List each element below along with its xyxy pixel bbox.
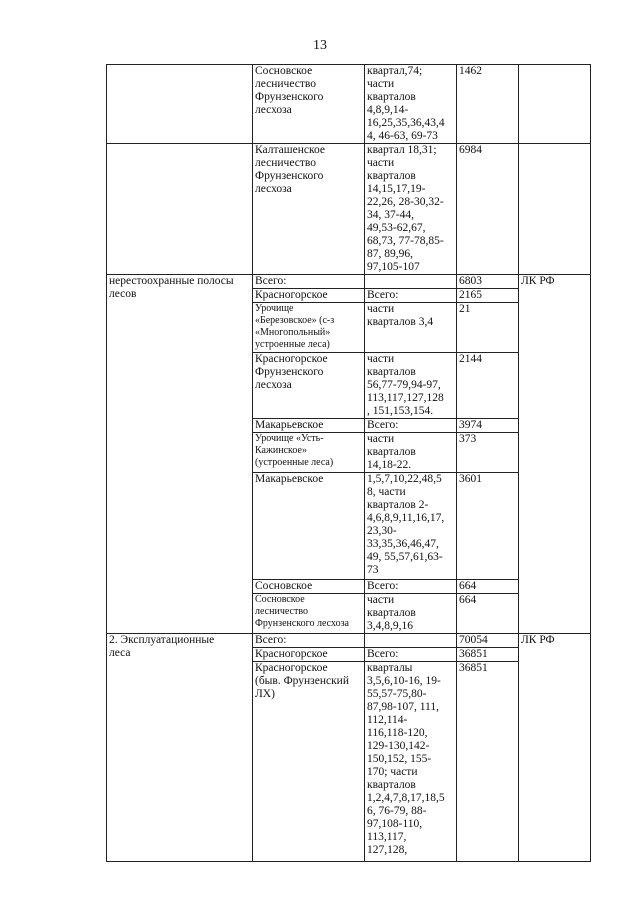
cell-area: 6984	[457, 144, 519, 275]
cell-quarters: части кварталов 14,18-22.	[365, 433, 457, 473]
cell-forestry: Красногорское	[253, 648, 365, 662]
cell-quarters: квартал 18,31; части кварталов 14,15,17,19- 22,26, 28-30,32- 34, 37-44, 49,53-62,67, 68,73, 77-78,85- 87, 89,96, 97,105-107	[365, 144, 457, 275]
cell-quarters: 1,5,7,10,22,48,5 8, части кварталов 2- 4,6,8,9,11,16,17, 23,30- 33,35,36,46,47, 49, 55,57,61,63- 73	[365, 473, 457, 580]
cell-quarters: кварталы 3,5,6,10-16, 19- 55,57-75,80- 87,98-107, 111, 112,114- 116,118-120, 129-130,142- 150,152, 155- 170; части кварталов 1,2,4,7,8,17,18,5 6, 76-79, 88- 97,108-110, 113,117, 127,128,	[365, 662, 457, 862]
cell-quarters: квартал,74; части кварталов 4,8,9,14- 16,25,35,36,43,4 4, 46-63, 69-73	[365, 65, 457, 144]
cell-quarters: части кварталов 56,77-79,94-97, 113,117,127,128 , 151,153,154.	[365, 353, 457, 419]
table-row	[107, 65, 591, 144]
cell-area: 6803	[457, 275, 519, 289]
cell-forestry: Красногорское	[253, 289, 365, 303]
cell-quarters	[365, 634, 457, 648]
cell-area: 3601	[457, 473, 519, 580]
cell-forestry: Всего:	[253, 634, 365, 648]
cell-forestry: Макарьевское	[253, 419, 365, 433]
cell-forestry: Макарьевское	[253, 473, 365, 580]
cell-basis	[519, 144, 591, 275]
cell-area: 664	[457, 580, 519, 594]
cell-forestry: Красногорское Фрунзенского лесхоза	[253, 353, 365, 419]
cell-category: 2. Эксплуатационные леса	[107, 634, 253, 862]
cell-forestry: Урочище «Усть- Кажинское» (устроенные леса)	[253, 433, 365, 473]
cell-forestry: Сосновское	[253, 580, 365, 594]
cell-quarters: Всего:	[365, 419, 457, 433]
cell-quarters: части кварталов 3,4	[365, 303, 457, 353]
cell-category	[107, 144, 253, 275]
cell-area: 373	[457, 433, 519, 473]
cell-basis	[519, 65, 591, 144]
cell-forestry: Сосновское лесничество Фрунзенского лесхоза	[253, 594, 365, 634]
cell-forestry: Красногорское (быв. Фрунзенский ЛХ)	[253, 662, 365, 862]
cell-forestry: Сосновское лесничество Фрунзенского лесхоза	[253, 65, 365, 144]
cell-area: 1462	[457, 65, 519, 144]
cell-forestry: Урочище «Березовское» (с-з «Многопольный» устроенные леса)	[253, 303, 365, 353]
cell-basis: ЛК РФ	[519, 275, 591, 634]
cell-area: 36851	[457, 648, 519, 662]
cell-area: 70054	[457, 634, 519, 648]
cell-quarters: Всего:	[365, 580, 457, 594]
cell-area: 36851	[457, 662, 519, 862]
table-row	[107, 144, 591, 275]
table-row	[107, 634, 591, 648]
cell-forestry: Всего:	[253, 275, 365, 289]
cell-area: 664	[457, 594, 519, 634]
cell-area: 3974	[457, 419, 519, 433]
cell-basis: ЛК РФ	[519, 634, 591, 862]
cell-area: 2165	[457, 289, 519, 303]
cell-area: 21	[457, 303, 519, 353]
table-row	[107, 275, 591, 289]
page-number: 13	[313, 38, 327, 53]
cell-quarters: Всего:	[365, 289, 457, 303]
cell-quarters	[365, 275, 457, 289]
cell-quarters: Всего:	[365, 648, 457, 662]
cell-category: нерестоохранные полосы лесов	[107, 275, 253, 634]
cell-category	[107, 65, 253, 144]
cell-forestry: Калташенское лесничество Фрунзенского лесхоза	[253, 144, 365, 275]
forest-table	[106, 64, 591, 862]
cell-quarters: части кварталов 3,4,8,9,16	[365, 594, 457, 634]
cell-area: 2144	[457, 353, 519, 419]
